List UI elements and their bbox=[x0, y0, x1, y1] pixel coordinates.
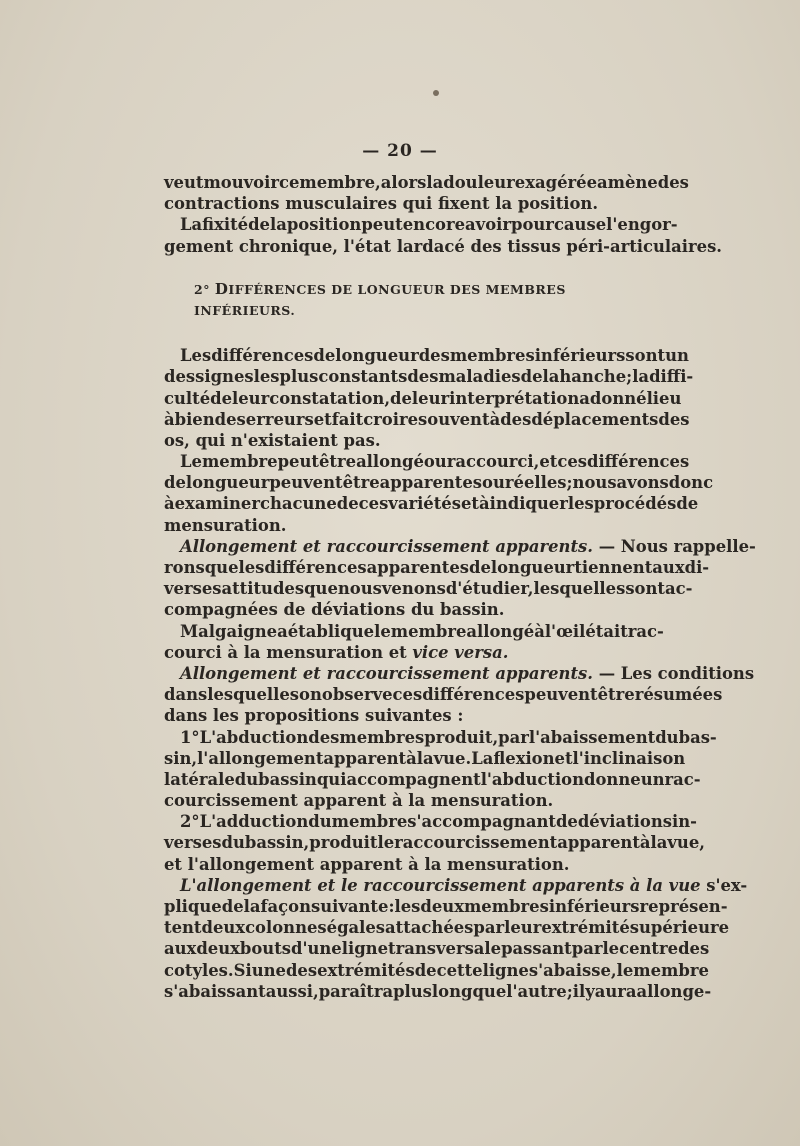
text-line: os, qui n'existaient pas. bbox=[164, 430, 381, 450]
ink-speck bbox=[433, 90, 439, 96]
text-line: Allongement et raccourcissement apparents. — Les conditions bbox=[180, 663, 755, 683]
text-line: Malgaigne a établi que le membre allongé à l'œil était rac- bbox=[180, 621, 664, 641]
text-line: culté de leur constatation, de leur interprétation a donné lieu bbox=[164, 388, 682, 408]
text-line: courcissement apparent à la mensuration. bbox=[164, 791, 554, 811]
text-line: à bien des erreurs et fait croire souvent à des déplacements des bbox=[164, 409, 690, 429]
text-line: courci à la mensuration et vice versa. bbox=[164, 642, 509, 662]
text-line: rons que les différences apparentes de longueur tiennent aux di- bbox=[164, 558, 710, 578]
text-line: contractions musculaires qui fixent la position. bbox=[164, 194, 599, 214]
text-line: aux deux bouts d'une ligne transversale passant par le centre des bbox=[164, 939, 710, 959]
page-number: — 20 — bbox=[362, 141, 438, 161]
text-line: tent deux colonnes égales attachées par leur extrémité supérieure bbox=[164, 918, 730, 938]
text-line: dans les propositions suivantes : bbox=[164, 706, 464, 726]
text-line: Allongement et raccourcissement apparents. — Nous rappelle- bbox=[180, 536, 756, 556]
text-line: L'allongement et le raccourcissement apparents à la vue s'ex- bbox=[180, 875, 748, 895]
text-line: dans lesquelles on observe ces différences peuvent être résumées bbox=[164, 685, 723, 705]
italic-lead: Allongement et raccourcissement apparents. bbox=[180, 663, 593, 683]
text-line: 2° L'adduction du membre s'accompagnant de déviations in- bbox=[180, 812, 697, 832]
text-line: La fixité de la position peut encore avoir pour cause l'engor- bbox=[180, 215, 678, 235]
text-line: sin, l'allongement apparent à la vue. La flexion et l'inclinaison bbox=[164, 748, 686, 768]
text-line: gement chronique, l'état lardacé des tissus péri-articulaires. bbox=[164, 236, 723, 256]
text-line: 1° L'abduction des membres produit, par l'abaissement du bas- bbox=[180, 727, 717, 747]
text-line: verses attitudes que nous venons d'étudier, lesquelles sont ac- bbox=[164, 579, 693, 599]
text-line: compagnées de déviations du bassin. bbox=[164, 600, 505, 620]
text-line: veut mouvoir ce membre, alors la douleur exagérée amène des bbox=[164, 173, 689, 192]
text-line: des signes les plus constants des maladies de la hanche; la diffi- bbox=[164, 367, 694, 387]
text-line: plique de la façon suivante : les deux membres inférieurs représen- bbox=[164, 897, 728, 917]
italic-tail: vice versa. bbox=[412, 642, 509, 662]
text-line: verses du bassin, produit le raccourcissement apparent à la vue, bbox=[164, 833, 705, 853]
text-line: et l'allongement apparent à la mensuration. bbox=[164, 854, 570, 874]
text-line: à examiner chacune de ces variétés et à indiquer les procédés de bbox=[164, 494, 699, 514]
section-heading: 2° DIFFÉRENCES DE LONGUEUR DES MEMBRES INFÉRIEURS. bbox=[194, 279, 566, 318]
text-line: de longueur peuvent être apparentes ou réelles; nous avons donc bbox=[164, 473, 714, 493]
italic-lead: L'allongement et le raccourcissement apparents à la vue bbox=[180, 875, 701, 895]
page-body bbox=[164, 172, 756, 1002]
text-line: cotyles. Si une des extrémités de cette ligne s'abaisse, le membre bbox=[164, 960, 709, 980]
text-line: latérale du bassin qui accompagnent l'abduction donne un rac- bbox=[164, 769, 701, 789]
italic-lead: Allongement et raccourcissement apparents. bbox=[180, 536, 593, 556]
text-line: mensuration. bbox=[164, 515, 287, 535]
text-line: Les différences de longueur des membres inférieurs sont un bbox=[180, 346, 689, 366]
text-line: Le membre peut être allongé ou raccourci, et ces différences bbox=[180, 452, 690, 472]
text-line: s'abaissant aussi, paraîtra plus long que l'autre ; il y aura allonge- bbox=[164, 981, 712, 1001]
